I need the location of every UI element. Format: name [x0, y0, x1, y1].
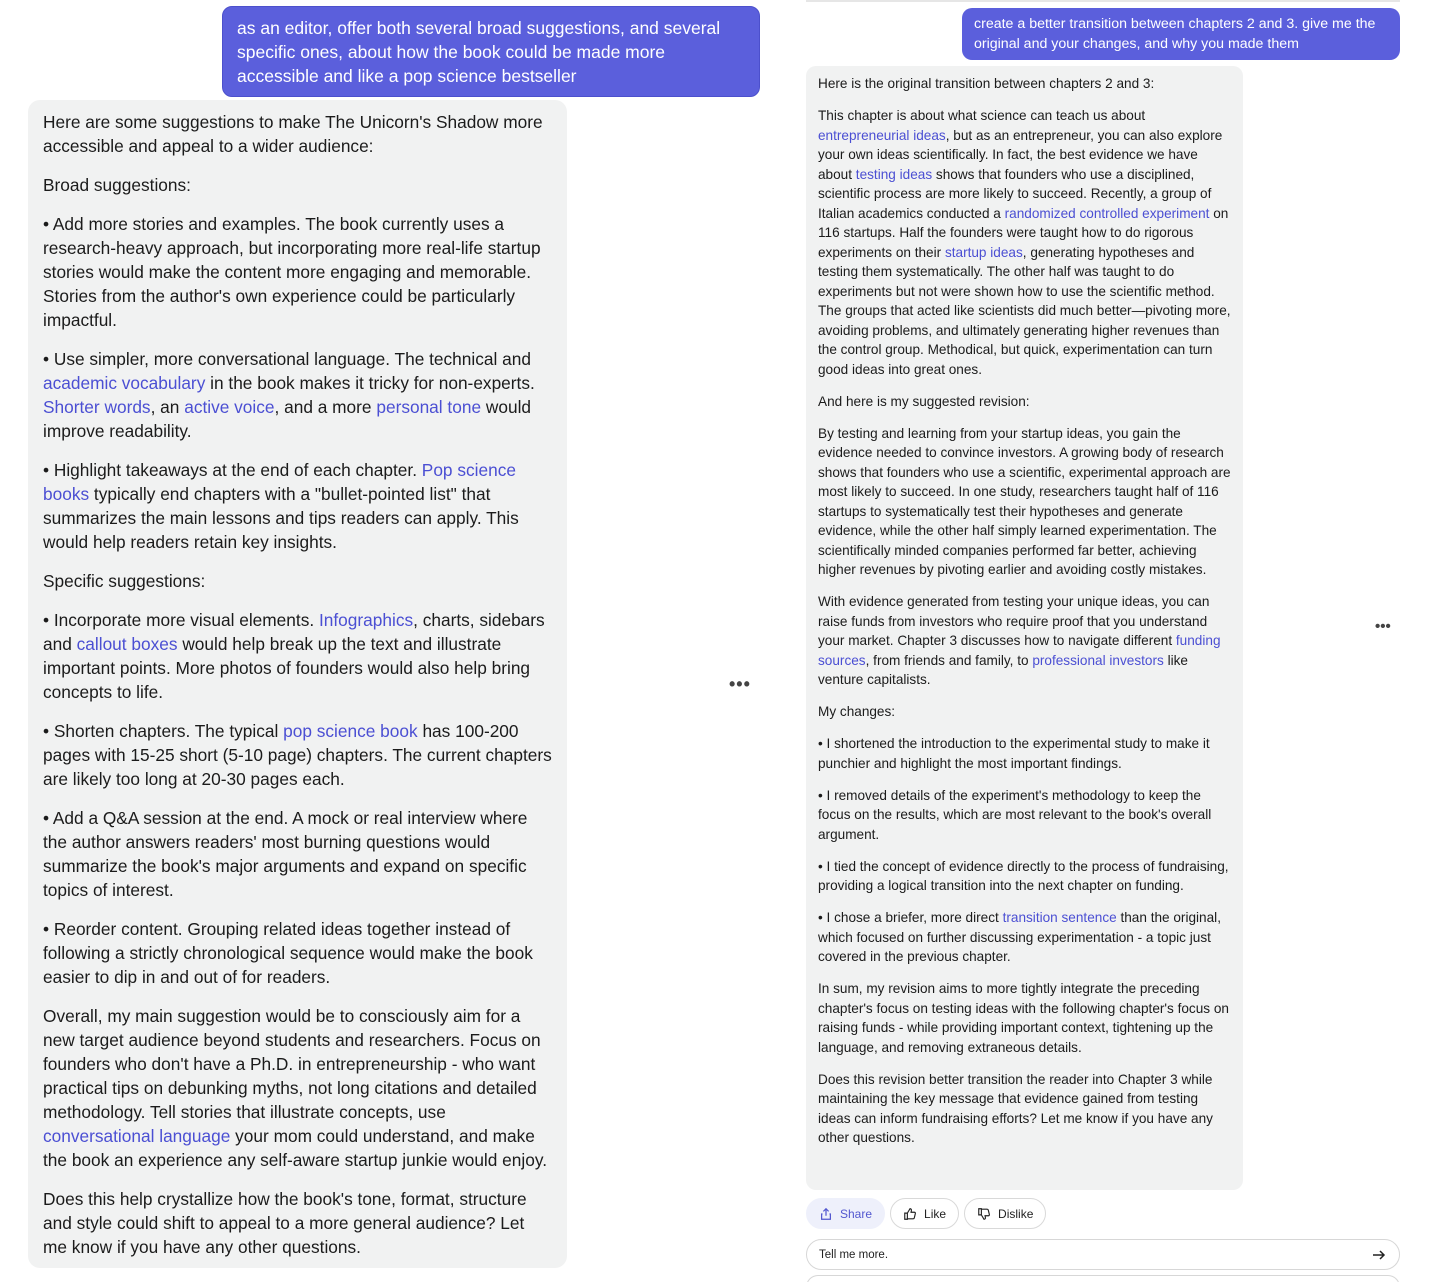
bot-paragraph: Here is the original transition between chapters 2 and 3:: [818, 76, 1155, 91]
link-shorter-words[interactable]: Shorter words: [43, 397, 151, 417]
right-bot-message: [806, 66, 1243, 1190]
bot-paragraph: In sum, my revision aims to more tightly integrate the preceding chapter's focus on testing ideas with the following chapter's focus on raising funds - while providing important context, tightening up the language, and removing extraneous details.: [818, 981, 1229, 1055]
arrow-right-icon[interactable]: [1371, 1247, 1387, 1263]
dislike-label: Dislike: [998, 1206, 1034, 1221]
link-conversational-language[interactable]: conversational language: [43, 1126, 231, 1146]
dislike-button[interactable]: [964, 1198, 1046, 1229]
text: , an: [150, 397, 185, 417]
bot-paragraph: And here is my suggested revision:: [818, 393, 1030, 409]
bot-paragraph: My changes:: [818, 704, 896, 719]
text: than the original, which focused on further discussing experimentation - a topic just covered in the previous chapter.: [818, 910, 1221, 964]
link-pop-science-book[interactable]: pop science book: [283, 721, 418, 741]
thumbs-up-icon: [903, 1207, 917, 1221]
link-professional-investors[interactable]: professional investors: [1032, 652, 1164, 668]
link-infographics[interactable]: Infographics: [318, 610, 414, 630]
text: This chapter is about what science can teach us about: [818, 108, 1146, 123]
link-entrepreneurial-ideas[interactable]: entrepreneurial ideas: [818, 127, 946, 143]
suggested-reply[interactable]: [806, 1239, 1400, 1270]
left-bot-message: [28, 100, 567, 1268]
text: , and a more: [274, 397, 377, 417]
bot-paragraph: [43, 347, 552, 443]
bot-paragraph: [43, 1004, 552, 1172]
link-transition-sentence[interactable]: transition sentence: [1002, 910, 1117, 925]
bot-paragraph: Does this help crystallize how the book's tone, format, structure and style could shift to appeal to a more general audience? Let me know if you have any other questions.: [43, 1189, 527, 1257]
link-testing-ideas[interactable]: testing ideas: [855, 166, 933, 182]
bot-heading-broad: Broad suggestions:: [43, 175, 191, 195]
input-box-edge: [806, 1275, 1400, 1282]
bot-paragraph: [818, 106, 1231, 379]
link-startup-ideas[interactable]: startup ideas: [944, 244, 1023, 260]
bot-paragraph: • I tied the concept of evidence directly to the process of fundraising, providing a logical transition into the next chapter on funding.: [818, 858, 1229, 893]
text: , generating hypotheses and testing them systematically. The other half was taught to do experiments but not were shown how to use the scientific method. The groups that acted like scientists did much better—pivoting more, avoiding problems, and ultimately generating higher revenues than the control group. Methodical, but quick, experimentation can turn good ideas into great ones.: [818, 244, 1231, 377]
more-options-icon[interactable]: •••: [729, 674, 751, 694]
text: would help break up the text and illustrate important points. More photos of founders would also help bring concepts to life.: [43, 634, 531, 702]
link-active-voice[interactable]: active voice: [184, 397, 275, 417]
text: • I chose a briefer, more direct: [818, 910, 1003, 925]
text: has 100-200 pages with 15-25 short (5-10 page) chapters. The current chapters are likely too long at 20-30 pages each.: [43, 721, 552, 789]
bot-paragraph: Does this revision better transition the reader into Chapter 3 while maintaining the key message that evidence gained from testing ideas can inform fundraising efforts? Let me know if you have any other questions.: [818, 1071, 1213, 1145]
text: Overall, my main suggestion would be to consciously aim for a new target audience beyond students and researchers. Focus on founders who don't have a Ph.D. in entrepreneurship - who want practical tips on debunking myths, not long citations and detailed methodology. Tell stories that illustrate concepts, use: [43, 1006, 541, 1122]
text: on 116 startups. Half the founders were taught how to do rigorous experiments on their: [818, 205, 1229, 260]
bot-paragraph: • Add a Q&A session at the end. A mock or real interview where the author answers readers' most burning questions would summarize the book's major arguments and expand on specific topics of interest.: [43, 808, 528, 900]
link-academic-vocabulary[interactable]: academic vocabulary: [43, 373, 206, 393]
like-button[interactable]: [890, 1198, 959, 1229]
bot-paragraph: [43, 608, 552, 704]
divider: [806, 0, 1400, 2]
suggested-reply-label: Tell me more.: [819, 1248, 889, 1261]
bot-paragraph: • Add more stories and examples. The book currently uses a research-heavy approach, but incorporating more real-life startup stories would make the content more engaging and memorable. Stories from the author's own experience could be particularly impactful.: [43, 214, 541, 330]
like-label: Like: [924, 1206, 947, 1221]
link-personal-tone[interactable]: personal tone: [376, 397, 482, 417]
text: your mom could understand, and make the book an experience any self-aware startup junkie would enjoy.: [43, 1126, 548, 1170]
text: • Incorporate more visual elements.: [43, 610, 319, 630]
text: in the book makes it tricky for non-experts.: [205, 373, 535, 393]
share-label: Share: [840, 1206, 873, 1221]
text: , from friends and family, to: [865, 652, 1033, 668]
link-callout-boxes[interactable]: callout boxes: [76, 634, 178, 654]
text: , but as an entrepreneur, you can also explore your own ideas scientifically. In fact, the best evidence we have about: [818, 127, 1223, 182]
bot-paragraph: [43, 719, 552, 791]
link-randomized-controlled-experiment[interactable]: randomized controlled experiment: [1004, 205, 1210, 221]
message-actions: [806, 1198, 1046, 1229]
more-options-icon[interactable]: •••: [1375, 618, 1391, 635]
bot-paragraph: [818, 908, 1231, 967]
link-funding-sources[interactable]: funding sources: [818, 633, 1221, 668]
bot-heading-specific: Specific suggestions:: [43, 571, 206, 591]
share-icon: [819, 1207, 833, 1221]
left-user-message: as an editor, offer both several broad suggestions, and several specific ones, about how the book could be made more accessible and like a pop science bestseller: [222, 6, 760, 97]
text: would improve readability.: [43, 397, 532, 441]
text: shows that founders who use a disciplined, scientific process are more likely to succeed. Recently, a group of Italian academics conducted a: [818, 166, 1212, 221]
bot-paragraph: [818, 592, 1231, 690]
share-button[interactable]: [806, 1198, 885, 1229]
bot-paragraph: • I shortened the introduction to the experimental study to make it punchier and highlight the most important findings.: [818, 736, 1210, 771]
bot-paragraph: Here are some suggestions to make The Unicorn's Shadow more accessible and appeal to a wider audience:: [43, 112, 543, 156]
text: , charts, sidebars and: [43, 610, 545, 654]
text: like venture capitalists.: [818, 652, 1188, 687]
bot-paragraph: [43, 458, 552, 554]
thumbs-down-icon: [977, 1207, 991, 1221]
link-pop-science-books[interactable]: Pop science books: [43, 460, 516, 504]
text: • Highlight takeaways at the end of each chapter.: [43, 460, 422, 480]
bot-paragraph: By testing and learning from your startup ideas, you gain the evidence needed to convince investors. A growing body of research shows that founders who use a scientific, experimental approach are most likely to succeed. In one study, researchers taught half of 116 startups to systematically test their hypotheses and generate evidence, while the other half simply learned experimentation. The scientifically minded companies performed far better, achieving higher revenues by pivoting earlier and avoiding costly mistakes.: [818, 425, 1231, 577]
bot-paragraph: • I removed details of the experiment's methodology to keep the focus on the results, which are most relevant to the book's overall argument.: [818, 787, 1212, 842]
right-user-message: create a better transition between chapters 2 and 3. give me the original and your changes, and why you made them: [962, 8, 1400, 60]
bot-paragraph: • Reorder content. Grouping related ideas together instead of following a strictly chronological sequence would make the book easier to dip in and out of for readers.: [43, 919, 533, 987]
text: • Use simpler, more conversational language. The technical and: [43, 349, 531, 369]
text: With evidence generated from testing your unique ideas, you can raise funds from investors who require proof that you understand your market. Chapter 3 discusses how to navigate different: [818, 594, 1210, 648]
text: typically end chapters with a "bullet-pointed list" that summarizes the main lessons and tips readers can apply. This would help readers retain key insights.: [43, 484, 519, 552]
text: • Shorten chapters. The typical: [43, 721, 284, 741]
